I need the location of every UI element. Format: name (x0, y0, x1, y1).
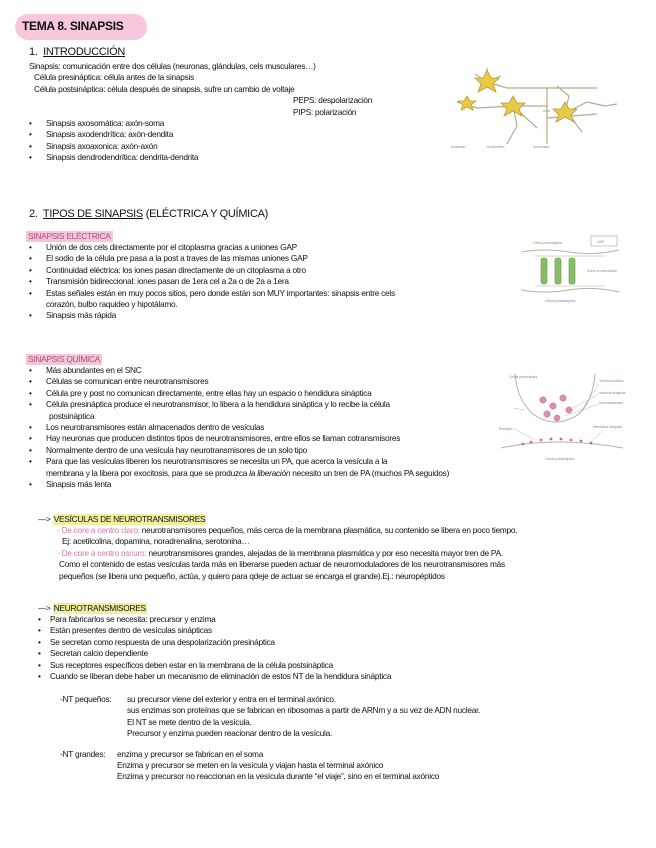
list-item: • Sus receptores específicos deben estar en la membrana de la célula postsináptica (38, 660, 391, 671)
vesicles-note: Como el contenido de estas vesículas tarda más en liberarse pueden actuar de neuromoduladores de los neurotransmisores más (59, 559, 505, 570)
list-item: • Células se comunican entre neurotransmisores (29, 376, 449, 387)
list-item: • Continuidad eléctrica: los iones pasan directamente de un citoplasma a otro (29, 265, 395, 276)
figure-label: GAP (597, 240, 605, 244)
list-item: • Más abundantes en el SNC (29, 365, 449, 376)
electrical-label-text: SINAPSIS ELÉCTRICA (28, 231, 111, 241)
claro-example: Ej: acetilcolina, dopamina, noradrenalina, serotonina… (62, 536, 250, 547)
nt-large-line: Enzima y precursor no reaccionan en la vesícula durante “el viaje”, sino en el terminal axónico (117, 771, 440, 782)
oscuro-text: neurotransmisores grandes, alejadas de la membrana plasmática y por eso necesita mayor tren de PA. (146, 547, 503, 558)
chemical-label-text: SINAPSIS QUÍMICA (28, 354, 101, 364)
list-item: • Célula presináptica produce el neurotransmisor, lo libera a la hendidura sináptica y lo recibe la célula (29, 399, 449, 410)
peps-text: PEPS: despolarización (293, 95, 373, 105)
figure-label: Axosomatic (533, 145, 550, 149)
vesicles-claro-line (57, 525, 517, 536)
figure-label: Axodendritic (487, 145, 505, 149)
continuation-text: necesito un tren de PA (muchos PA seguidos) (290, 467, 450, 478)
nt-small-line: su precursor viene del exterior y entra en el terminal axónico. (127, 694, 336, 704)
intro-line: Sinapsis: comunicación entre dos células (neuronas, glándulas, cels musculares…) (29, 61, 316, 71)
electrical-synapse-label (26, 231, 113, 242)
intro-line: Célula postsináptica: célula después de sinapsis, sufre un cambio de voltaje (34, 83, 295, 94)
neurotransmitters-title: NEUROTRANSMISORES (53, 603, 146, 613)
list-item: • Sinapsis dendrodendrítica: dendrita-dendrita (29, 152, 198, 163)
list-item: • Están presentes dentro de vesículas sinápticas (38, 625, 391, 636)
chemical-synapse-label (26, 354, 102, 365)
list-item: • Para fabricarlos se necesita: precursor y enzima (38, 614, 391, 625)
figure-label: Vesícula sináptica (599, 391, 626, 395)
oscuro-label: - De core a centro oscuro: (57, 547, 147, 558)
figure-label: Célula postsináptica (545, 299, 576, 303)
list-item: • Unión de dos cels directamente por el citoplasma gracias a uniones GAP (29, 242, 395, 253)
figure-label: Célula presináptica (533, 241, 562, 245)
list-item: • Secretan calcio dependiente (38, 648, 391, 659)
electrical-bullets (29, 242, 395, 322)
arrow-icon: —> (38, 603, 51, 613)
list-item-continuation (29, 468, 449, 479)
vesicles-title: VESÍCULAS DE NEUROTRANSMISORES (53, 514, 206, 524)
nt-small-line: El NT se mete dentro de la vesícula. (127, 716, 252, 727)
list-item: • Sinapsis más rápida (29, 310, 395, 321)
figure-label: Axoaxonic (451, 145, 466, 149)
chemical-synapse-figure (495, 370, 635, 468)
list-item: • Sinapsis axodendrítica: axón-dendita (29, 129, 198, 140)
list-item: • El sodio de la célula pre pasa a la post a traves de las mismas uniones GAP (29, 253, 395, 264)
page-title: TEMA 8. SINAPSIS (22, 19, 124, 33)
section-1-title: INTRODUCCIÓN (43, 46, 126, 58)
nt-small-line: sus enzimas son proteínas que se fabrican en ribosomas a partir de ARNm y a su vez de ADN nuclear. (127, 705, 481, 716)
list-item: • Estas señales están en muy pocos sitios, pero donde están son MUY importantes: sinapsis entre cels (29, 288, 395, 299)
list-item: • Transmisión bidireccional: iones pasan de 1era cel a 2a o de 2a a 1era (29, 276, 395, 287)
section-2-number: 2. (29, 208, 38, 220)
figure-label: Axon (543, 109, 551, 113)
figure-label: Célula postsináptica (545, 457, 575, 461)
list-item: • Los neurotransmisores están almacenados dentro de vesículas (29, 422, 449, 433)
list-item: • Cuando se liberan debe haber un mecanismo de eliminación de estos NT de la hendidura sináptica (38, 671, 391, 682)
list-item-continuation: postsináptica (49, 410, 95, 421)
section-2-heading (29, 208, 268, 220)
chemical-bullets (29, 365, 449, 490)
figure-label: Terminal axónico (599, 379, 624, 383)
intro-line: Célula presináptica: célula antes de la sinapsis (34, 72, 195, 83)
pips-text: PIPS: polarización (293, 107, 357, 117)
list-item: • Sinapsis axosomática: axón-soma (29, 118, 198, 129)
continuation-italic: la liberación (249, 467, 291, 478)
list-item-continuation: corazón, bulbo raquideo y hipotálamo. (46, 298, 178, 309)
list-item: • Hay neuronas que producen distintos tipos de neurotransmisores, entre ellos se llaman cotransmisores (29, 433, 449, 444)
vesicles-note: pequeños (se libera uno pequeño, actúa, y quiero para qdeje de actuar se encarga el grande).Ej.: neuropéptidos (59, 570, 445, 581)
neurotransmitters-heading (38, 603, 147, 614)
nt-small-line: Precursor y enzima pueden reacionar dentro de la vesícula. (127, 728, 333, 739)
figure-label: Neurotransmisor (599, 401, 624, 405)
list-item: • Normalmente dentro de una vesícula hay neurotransmisores de un solo tipo (29, 445, 449, 456)
list-item: • Célula pre y post no comunican directamente, entre ellas hay un espacio o hendidura sináptica (29, 388, 449, 399)
list-item: • Sinapsis más lenta (29, 479, 449, 490)
section-1-heading (29, 46, 125, 58)
figure-label: Unión en hendidura (587, 269, 617, 273)
nt-large-label: -NT grandes: (60, 749, 106, 759)
list-item: • Para que las vesículas liberen los neurotransmisores se necesita un PA, que acerca la vesícula a la (29, 456, 449, 467)
neurotransmitters-bullets (38, 614, 391, 682)
figure-label: Hendidura sináptica (593, 425, 623, 429)
arrow-icon: —> (38, 514, 51, 524)
claro-label: - De core a centro claro: (57, 525, 140, 535)
nt-small-body (127, 694, 480, 740)
section-2-title: TIPOS DE SINAPSIS (42, 208, 143, 220)
continuation-text: membrana y la libera por exocitosis, para que se produzca (46, 467, 250, 478)
section-1-intro (29, 61, 316, 95)
section-1-number: 1. (29, 46, 38, 58)
list-item: • Se secretan como respuesta de una despolarización presináptica (38, 637, 391, 648)
section-2-subtitle: (ELÉCTRICA Y QUÍMICA) (145, 208, 268, 220)
nt-large-body (117, 760, 439, 783)
nt-large-line: enzima y precursor se fabrican en el soma (117, 749, 264, 759)
vesicles-body (57, 525, 517, 582)
figure-label: Célula presináptica (509, 375, 538, 379)
vesicles-oscuro-line (57, 548, 517, 559)
nt-large-line: Enzima y precursor se meten en la vesícula y viajan hasta el terminal axónico (117, 760, 384, 770)
section-1-bullets (29, 118, 198, 164)
electrical-synapse-figure (515, 232, 623, 308)
nt-small-label: -NT pequeños: (60, 694, 112, 704)
neuron-synapse-figure (447, 66, 619, 150)
figure-label: Receptor (499, 427, 513, 431)
list-item: • Sinapsis axoaxonica: axón-axón (29, 141, 198, 152)
claro-text: neurotransmisores pequeños, más cerca de la membrana plasmática, su contenido se libera en poco tiempo. (139, 525, 518, 535)
vesicles-heading (38, 514, 206, 525)
